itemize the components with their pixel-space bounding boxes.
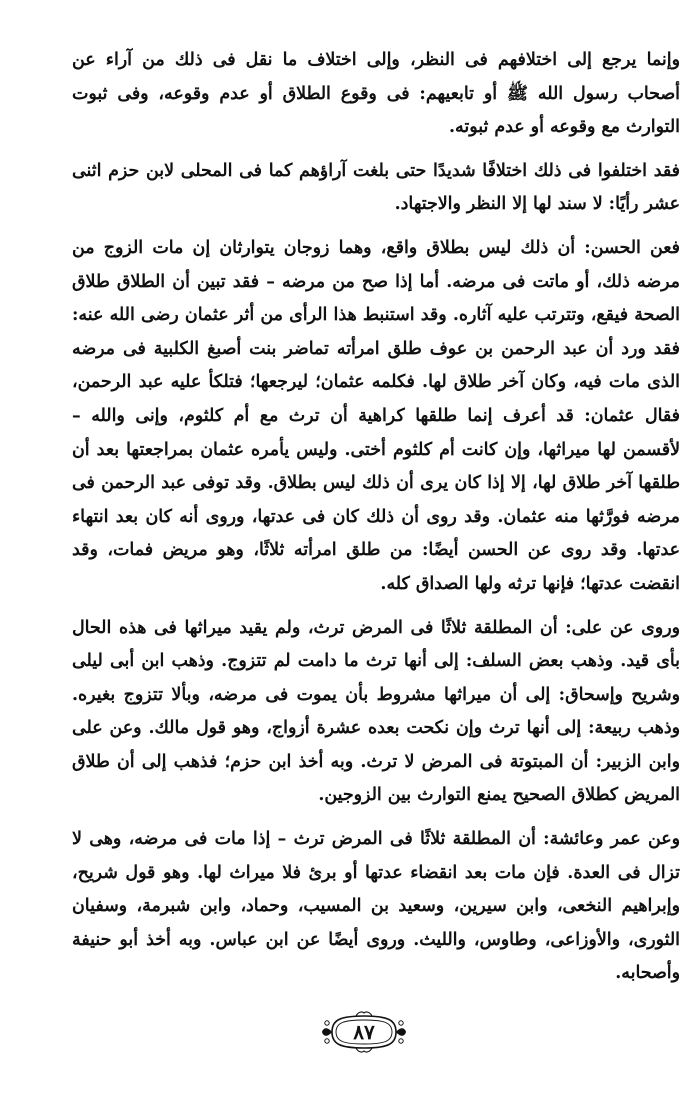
body-text — [72, 44, 680, 991]
paragraph-5: وعن عمر وعائشة: أن المطلقة ثلاثًا فى المرض ترث – إذا مات فى مرضه، وهى لا تزال فى العدة. فإن مات بعد انقضاء عدتها أو برئ فلا ميراث لها. وهو قول شريح، وإبراهيم النخعى، وابن سيرين، وسعيد بن المسيب، وحماد، وابن شبرمة، وسفيان الثورى، والأوزاعى، وطاوس، والليث. وروى أيضًا عن ابن عباس. وبه أخذ أبو حنيفة وأصحابه. — [72, 829, 680, 984]
page-number-ornament — [318, 1010, 410, 1054]
paragraph-4: وروى عن على: أن المطلقة ثلاثًا فى المرض ترث، ولم يقيد ميراثها فى هذه الحال بأى قيد. وذهب بعض السلف: إلى أنها ترث ما دامت لم تتزوج. وذهب ابن أبى ليلى وشريح وإسحاق: إلى أن ميراثها مشروط بأن يموت فى مرضه، وبألا تتزوج بغيره. وذهب ربيعة: إلى أنها ترث وإن نكحت بعده عشرة أزواج، وهو قول مالك. وعن على وابن الزبير: أن المبتوتة فى المرض لا ترث. وبه أخذ ابن حزم؛ فذهب إلى أن طلاق المريض كطلاق الصحيح يمنع التوارث بين الزوجين. — [72, 617, 680, 806]
page-number: ٨٧ — [353, 1020, 375, 1044]
paragraph-3: فعن الحسن: أن ذلك ليس بطلاق واقع، وهما زوجان يتوارثان إن مات الزوج من مرضه ذلك، أو ماتت فى مرضه. أما إذا صح من مرضه – فقد تبين أن الطلاق طلاق الصحة فيقع، وتترتب عليه آثاره. وقد استنبط هذا الرأى من أثر عثمان رضى الله عنه: فقد ورد أن عبد الرحمن بن عوف طلق امرأته تماضر بنت أصبغ الكلبية فى مرضه الذى مات فيه، وكان آخر طلاق لها. فكلمه عثمان؛ ليرجعها؛ فتلكأ عليه عبد الرحمن، فقال عثمان: قد أعرف إنما طلقها كراهية أن ترث مع أم كلثوم، وإنى والله – لأقسمن لها ميراثها، وإن كانت أم كلثوم أختى. وليس يأمره عثمان بمراجعتها بعد أن طلقها آخر طلاق لها، إلا إذا كان يرى أن ذلك ليس بطلاق. وقد توفى عبد الرحمن فى مرضه فورَّثها منه عثمان. وقد روى أن ذلك كان فى عدتها، وروى أنه كان بعد انتهاء عدتها. وقد روى عن الحسن أيضًا: من طلق امرأته ثلاثًا، وهو مريض فمات، وقد انقضت عدتها؛ فإنها ترثه ولها الصداق كله. — [72, 237, 680, 594]
paragraph-1: وإنما يرجع إلى اختلافهم فى النظر، وإلى اختلاف ما نقل فى ذلك من آراء عن أصحاب رسول الله ﷺ أو تابعيهم: فى وقوع الطلاق أو عدم وقوعه، وفى ثبوت التوارث مع وقوعه أو عدم ثبوته. — [72, 50, 680, 138]
paragraph-2: فقد اختلفوا فى ذلك اختلافًا شديدًا حتى بلغت آراؤهم كما فى المحلى لابن حزم اثنى عشر رأيًا: لا سند لها إلا النظر والاجتهاد. — [72, 160, 680, 215]
